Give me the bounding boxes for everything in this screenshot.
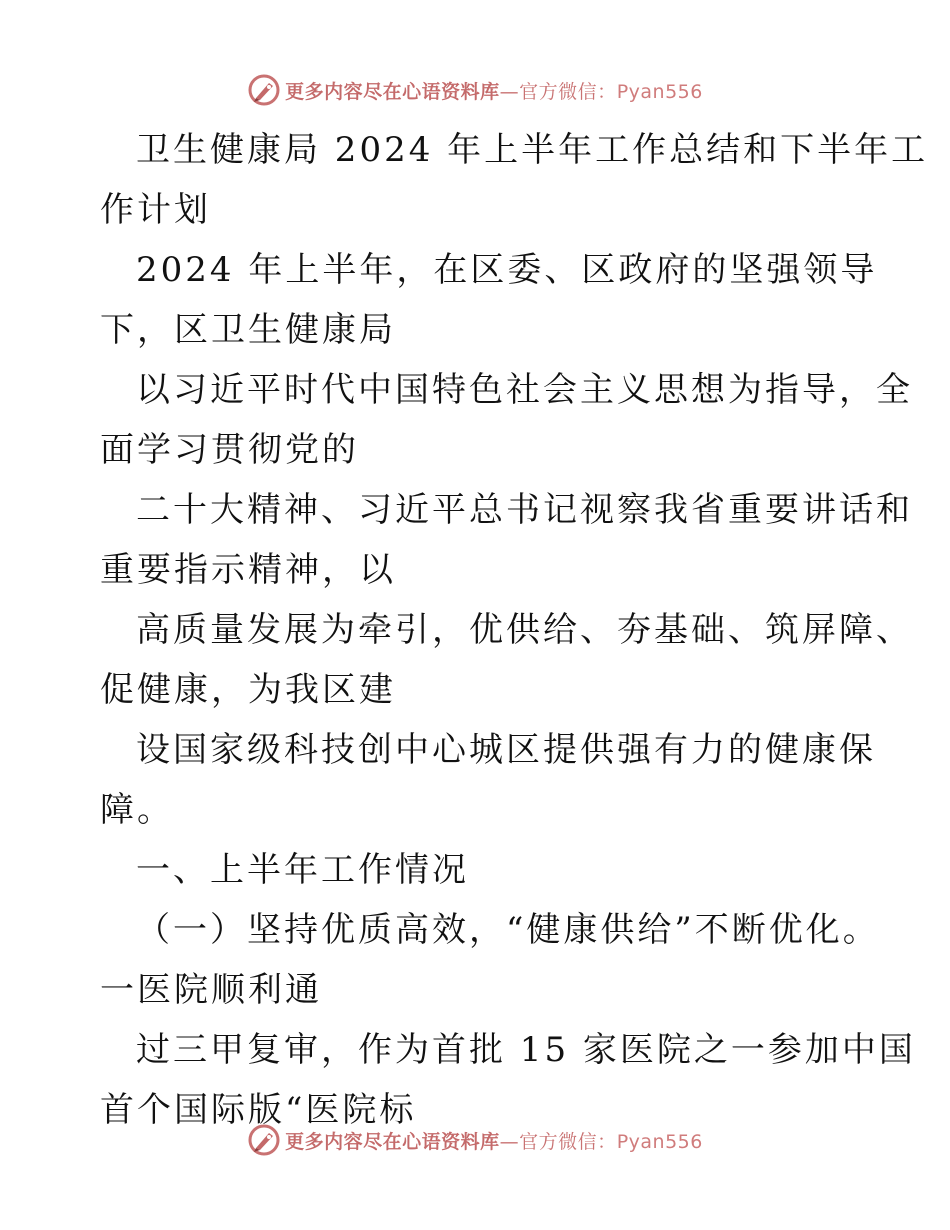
text-line: 面学习贯彻党的 bbox=[100, 430, 359, 470]
header-watermark bbox=[0, 70, 950, 110]
watermark-main-text: 更多内容尽在心语资料库 bbox=[285, 1130, 500, 1153]
document-body bbox=[100, 120, 929, 1140]
text-line: 促健康，为我区建 bbox=[100, 670, 396, 710]
text-line: 过三甲复审，作为首批 15 家医院之一参加中国 bbox=[136, 1030, 916, 1070]
watermark-label: 官方微信： bbox=[519, 1130, 617, 1153]
watermark-label: 官方微信： bbox=[519, 80, 617, 103]
text-line: 高质量发展为牵引，优供给、夯基础、筑屏障、 bbox=[136, 610, 913, 650]
text-line: 以习近平时代中国特色社会主义思想为指导，全 bbox=[136, 370, 913, 410]
text-line: 重要指示精神，以 bbox=[100, 550, 396, 590]
footer-watermark bbox=[0, 1120, 950, 1160]
pen-logo-icon bbox=[247, 1123, 281, 1157]
watermark-id: Pyan556 bbox=[616, 80, 703, 103]
text-line: 一、上半年工作情况 bbox=[136, 850, 469, 890]
pen-logo-icon bbox=[247, 73, 281, 107]
text-line: 障。 bbox=[100, 790, 174, 830]
watermark-separator: — bbox=[499, 1130, 520, 1153]
text-line: 2024 年上半年，在区委、区政府的坚强领导 bbox=[136, 250, 878, 290]
text-line: 设国家级科技创中心城区提供强有力的健康保 bbox=[136, 730, 876, 770]
watermark-id: Pyan556 bbox=[616, 1130, 703, 1153]
text-line: 一医院顺利通 bbox=[100, 970, 322, 1010]
text-line: 首个国际版“医院标 bbox=[100, 1090, 417, 1130]
text-line: 卫生健康局 2024 年上半年工作总结和下半年工 bbox=[136, 130, 929, 170]
watermark-main-text: 更多内容尽在心语资料库 bbox=[285, 80, 500, 103]
text-line: 下，区卫生健康局 bbox=[100, 310, 396, 350]
text-line: 作计划 bbox=[100, 190, 211, 230]
watermark-separator: — bbox=[499, 80, 520, 103]
text-line: 二十大精神、习近平总书记视察我省重要讲话和 bbox=[136, 490, 913, 530]
text-line: （一）坚持优质高效，“健康供给”不断优化。 bbox=[136, 910, 880, 950]
